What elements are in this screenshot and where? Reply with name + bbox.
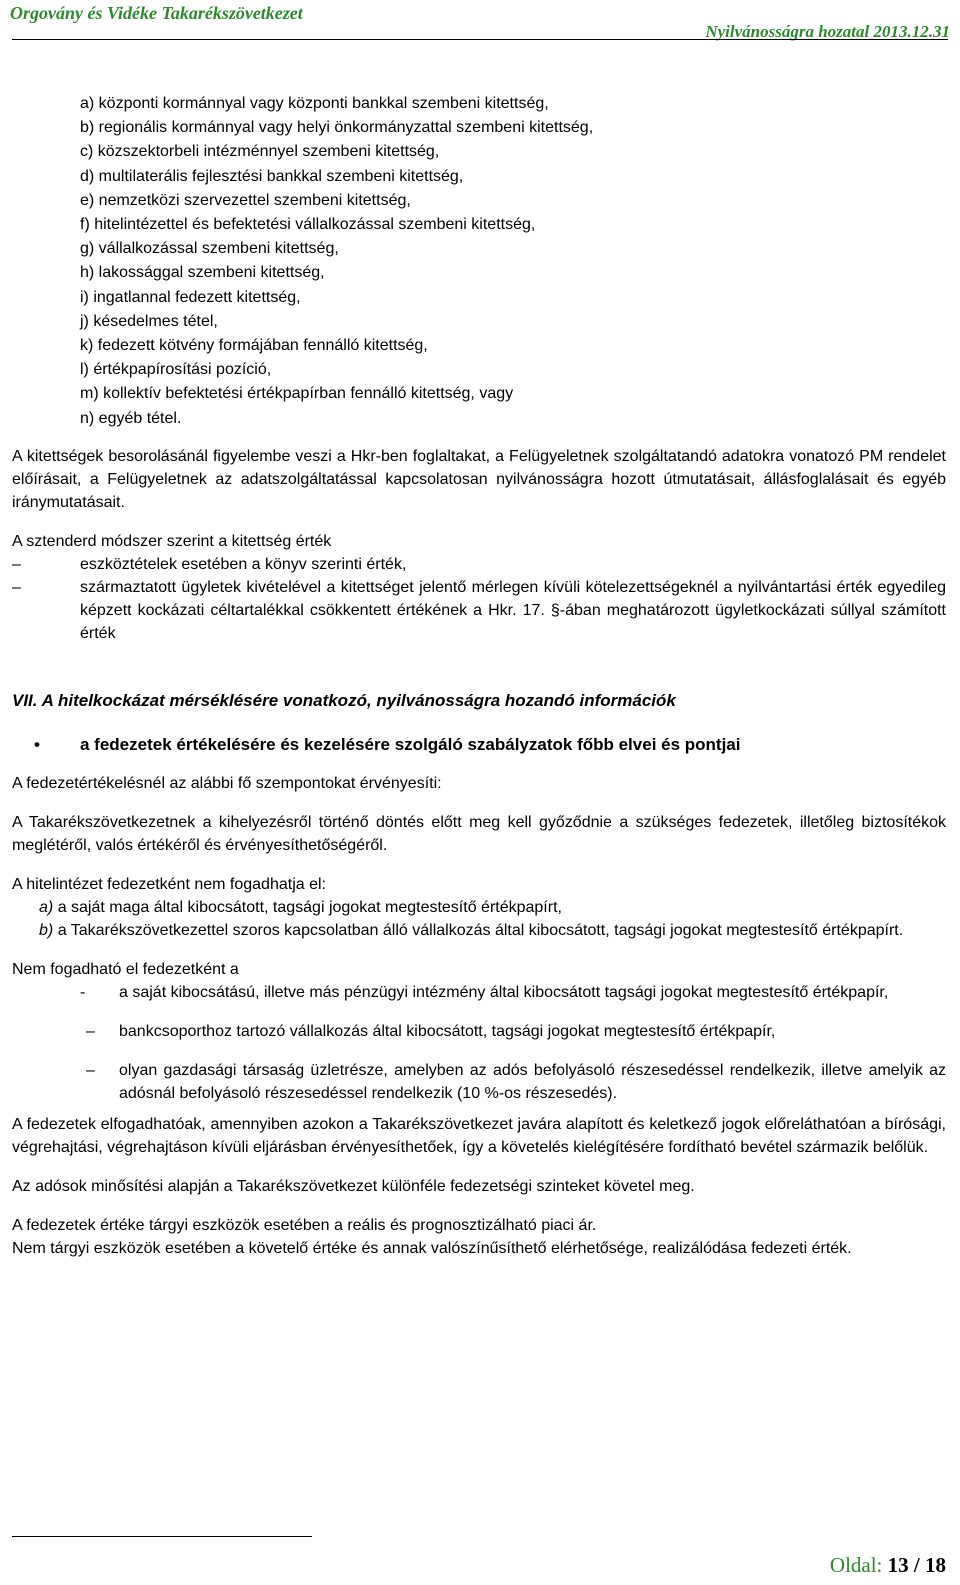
standard-method-item-text: eszköztételek esetében a könyv szerinti érték, xyxy=(80,555,407,573)
section-heading: VII. A hitelkockázat mérséklésére vonatkozó, nyilvánosságra hozandó információk xyxy=(12,690,676,710)
list-item: l) értékpapírosítási pozíció, xyxy=(80,361,272,379)
page-label: Oldal: xyxy=(829,1553,888,1577)
list-item: c) közszektorbeli intézménnyel szembeni kitettség, xyxy=(80,143,440,161)
hyphen-marker: - xyxy=(80,983,86,1001)
not-collateral-item xyxy=(12,1059,946,1105)
exposure-class-list xyxy=(80,92,946,431)
list-item: h) lakossággal szembeni kitettség, xyxy=(80,264,325,282)
list-item: b) regionális kormánnyal vagy helyi önkormányzattal szembeni kitettség, xyxy=(80,119,594,137)
page-number xyxy=(830,1553,946,1578)
list-item: i) ingatlannal fedezett kitettség, xyxy=(80,288,301,306)
valuation-aspects-paragraph: A fedezetértékelésnél az alábbi fő szempontokat érvényesíti: xyxy=(12,774,442,792)
list-item: d) multilaterális fejlesztési bankkal szembeni kitettség, xyxy=(80,167,464,185)
list-item: a) központi kormánnyal vagy központi bankkal szembeni kitettség, xyxy=(80,95,549,112)
footer-rule xyxy=(12,1536,312,1537)
dash-marker: – xyxy=(12,578,21,596)
standard-method-item xyxy=(12,576,946,645)
rating-paragraph: Az adósok minősítési alapján a Takarékszövetkezet különféle fedezetségi szinteket követel meg. xyxy=(12,1177,695,1195)
item-text: a Takarékszövetkezettel szoros kapcsolatban álló vállalkozás által kibocsátott, tagsági jogokat megtestesítő értékpapírt. xyxy=(57,921,904,939)
document-body xyxy=(12,92,946,1260)
not-accepted-intro: A hitelintézet fedezetként nem fogadhatja el: xyxy=(12,875,326,893)
not-collateral-item xyxy=(12,981,946,1004)
not-collateral-item xyxy=(12,1020,946,1043)
list-item: j) késedelmes tétel, xyxy=(80,312,218,330)
page-count: 13 / 18 xyxy=(887,1553,946,1577)
list-item: f) hitelintézettel és befektetési vállalkozással szembeni kitettség, xyxy=(80,216,536,234)
item-marker: a) xyxy=(39,898,54,916)
header-document-title: Nyilvánosságra hozatal 2013.12.31 xyxy=(705,22,950,41)
item-text: bankcsoporthoz tartozó vállalkozás által kibocsátott, tagsági jogokat megtestesítő értékpapír, xyxy=(119,1022,776,1040)
intangible-value-paragraph: Nem tárgyi eszközök esetében a követelő értéke és annak valószínűsíthető elérhetősége, realizálódása fedezeti érték. xyxy=(12,1239,852,1257)
item-text: a saját maga által kibocsátott, tagsági jogokat megtestesítő értékpapírt, xyxy=(57,898,562,916)
list-item: e) nemzetközi szervezettel szembeni kitettség, xyxy=(80,191,411,209)
standard-method-item-text: származtatott ügyletek kivételével a kitettséget jelentő mérlegen kívüli kötelezettségeknél a nyilvántartási érték egyedileg képzett kockázati céltartalékkal csökkentett értékének a Hkr. 17. §-ában meghatározott ügyletkockázati súllyal számított érték xyxy=(80,578,946,642)
dash-marker: – xyxy=(12,555,21,573)
tangible-value-paragraph: A fedezetek értéke tárgyi eszközök esetében a reális és prognosztizálható piaci ár. xyxy=(12,1216,597,1234)
list-item: g) vállalkozással szembeni kitettség, xyxy=(80,240,339,258)
page-footer xyxy=(0,1535,960,1585)
not-collateral-intro: Nem fogadható el fedezetként a xyxy=(12,960,239,978)
acceptable-collateral-paragraph: A fedezetek elfogadhatóak, amennyiben azokon a Takarékszövetkezet javára alapított és keletkező jogok előreláthatóan a bírósági, végrehajtási, végrehajtáson kívüli eljárásban érvényesíthetőek, így a követelés kielégítésére fordítható bevétel származik belőlük. xyxy=(12,1115,946,1156)
lending-decision-paragraph: A Takarékszövetkezetnek a kihelyezésről történő döntés előtt meg kell győződnie a szükséges fedezetek, illetőleg biztosítékok meglétéről, valós értékéről és érvényesíthetőségéről. xyxy=(12,813,946,854)
list-item: n) egyéb tétel. xyxy=(80,409,182,427)
item-marker: b) xyxy=(39,921,54,939)
bullet-icon: • xyxy=(34,734,40,754)
bullet-heading xyxy=(12,735,946,755)
not-accepted-item-b xyxy=(12,919,946,942)
item-text: olyan gazdasági társaság üzletrésze, amelyben az adós befolyásoló részesedéssel rendelkezik, illetve amelyik az adósnál befolyásoló részesedéssel rendelkezik (10 %-os részesedés). xyxy=(119,1061,946,1102)
page-header xyxy=(0,0,960,40)
item-text: a saját kibocsátású, illetve más pénzügyi intézmény által kibocsátott tagsági jogokat megtestesítő értékpapír, xyxy=(119,983,889,1001)
bullet-heading-text: a fedezetek értékelésére és kezelésére szolgáló szabályzatok főbb elvei és pontjai xyxy=(80,734,741,754)
standard-method-item xyxy=(12,553,946,576)
dash-marker: – xyxy=(86,1061,95,1079)
header-rule xyxy=(12,39,948,40)
not-accepted-item-a xyxy=(12,896,946,919)
header-organization: Orgovány és Vidéke Takarékszövetkezet xyxy=(10,3,303,23)
list-item: k) fedezett kötvény formájában fennálló kitettség, xyxy=(80,337,428,355)
standard-method-intro: A sztenderd módszer szerint a kitettség érték xyxy=(12,532,332,550)
dash-marker: – xyxy=(86,1022,95,1040)
list-item: m) kollektív befektetési értékpapírban fennálló kitettség, vagy xyxy=(80,385,514,403)
classification-paragraph: A kitettségek besorolásánál figyelembe veszi a Hkr-ben foglaltakat, a Felügyeletnek szolgáltatandó adatokra vonatozó PM rendelet előírásait, a Felügyeletnek az adatszolgáltatással kapcsolatosan nyilvánosságra hozott útmutatásait, állásfoglalásait és egyéb iránymutatásait. xyxy=(12,447,946,511)
